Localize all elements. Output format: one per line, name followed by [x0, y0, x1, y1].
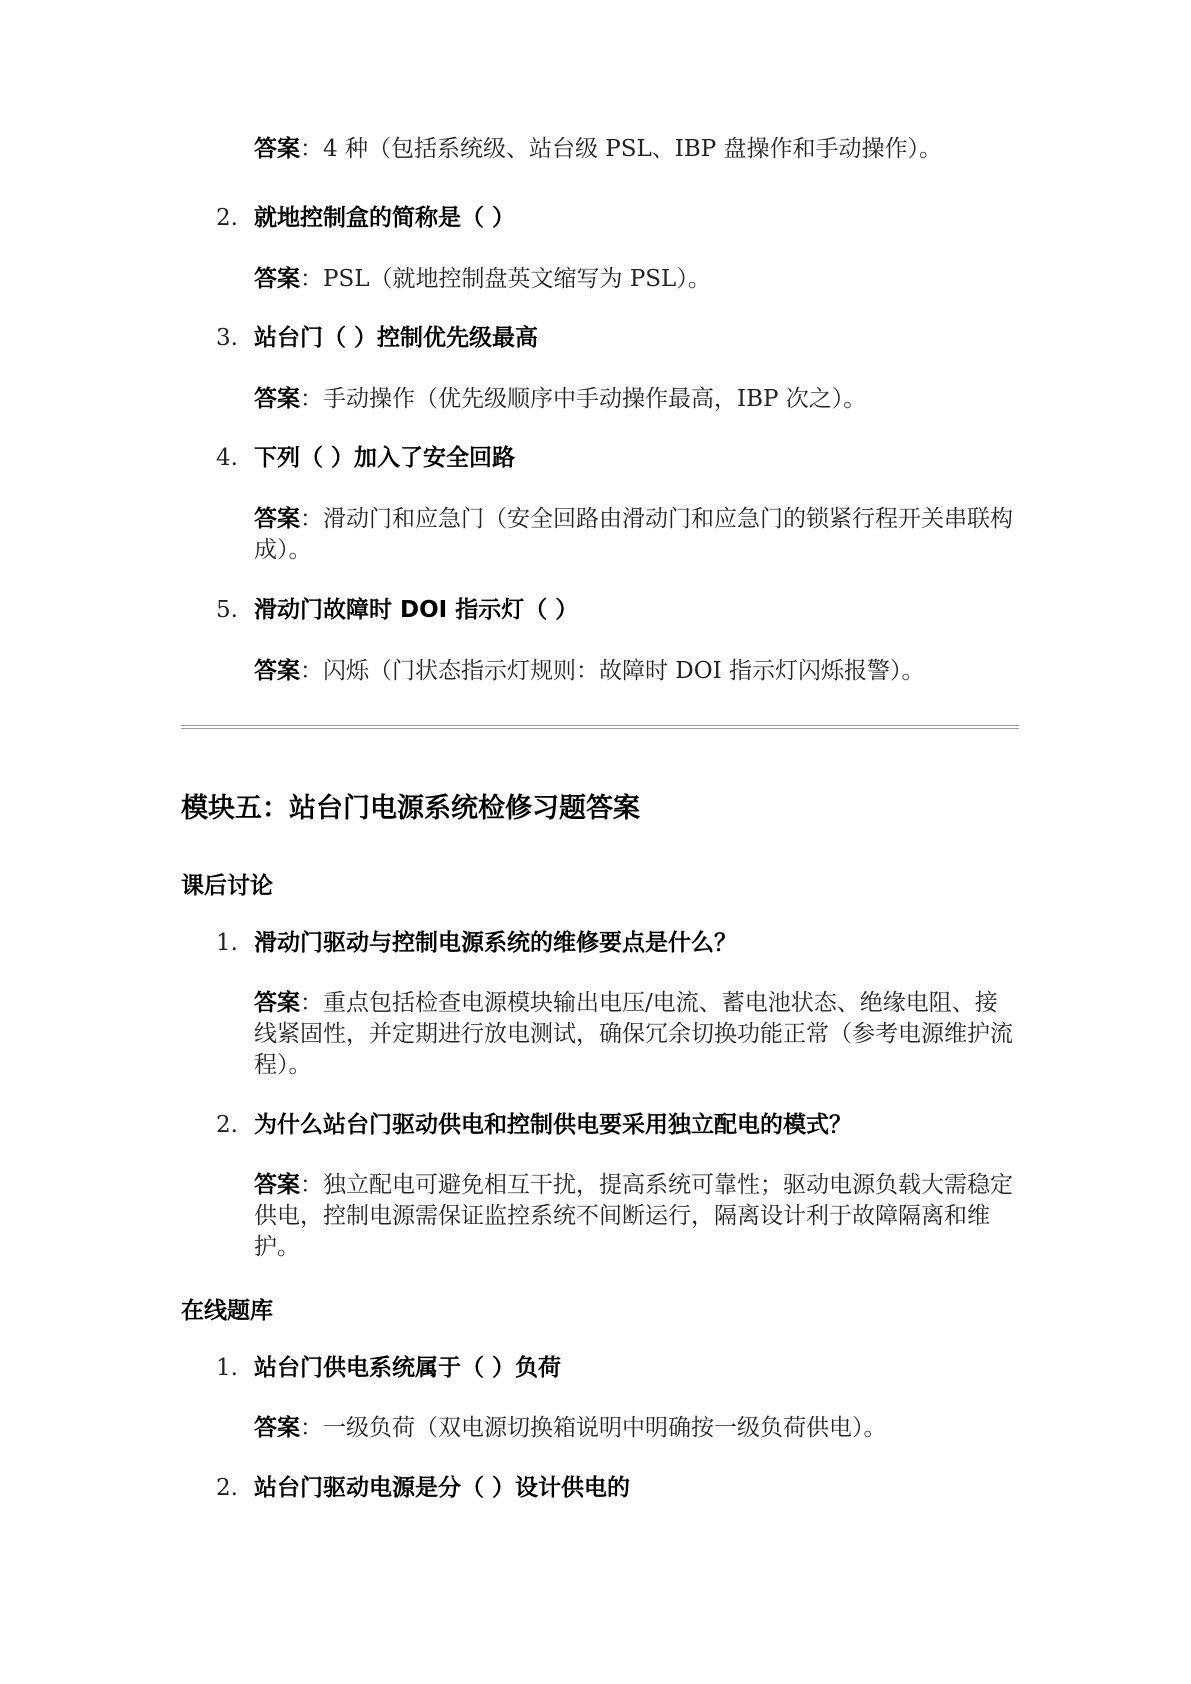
- discussion-heading: 课后讨论: [181, 873, 273, 899]
- answer-text: ：滑动门和应急门（安全回路由滑动门和应急门的锁紧行程开关串联构成）。: [254, 506, 1013, 563]
- question-text: 站台门驱动电源是分（ ）设计供电的: [254, 1475, 631, 1501]
- question-5: [216, 595, 1016, 625]
- answer-label: 答案: [254, 266, 300, 292]
- answer-label: 答案: [254, 1172, 300, 1198]
- bank-heading: 在线题库: [181, 1298, 273, 1324]
- bank-answer-1: [254, 1413, 1014, 1444]
- answer-label: 答案: [254, 990, 300, 1016]
- answer-label: 答案: [254, 136, 300, 162]
- question-number: 2.: [216, 205, 238, 231]
- answer-1: [254, 134, 1014, 165]
- question-number: 2.: [216, 1475, 238, 1501]
- bank-question-2: [216, 1473, 1016, 1503]
- question-number: 2.: [216, 1112, 238, 1138]
- answer-text: ：重点包括检查电源模块输出电压/电流、蓄电池状态、绝缘电阻、接线紧固性，并定期进行放电测试，确保冗余切换功能正常（参考电源维护流程）。: [254, 990, 1013, 1078]
- discussion-answer-1: [254, 988, 1014, 1081]
- discussion-question-2: [216, 1110, 1016, 1140]
- question-3: [216, 323, 1016, 353]
- bank-question-1: [216, 1353, 1016, 1383]
- question-number: 1.: [216, 1355, 238, 1381]
- answer-5: [254, 656, 1014, 687]
- question-text: 下列（ ）加入了安全回路: [254, 445, 516, 471]
- answer-text: ：4 种（包括系统级、站台级 PSL、IBP 盘操作和手动操作）。: [300, 136, 943, 162]
- answer-label: 答案: [254, 506, 300, 532]
- horizontal-rule: [181, 725, 1019, 729]
- answer-2: [254, 264, 1014, 295]
- answer-label: 答案: [254, 386, 300, 412]
- question-text: 站台门（ ）控制优先级最高: [254, 325, 539, 351]
- answer-text: ：一级负荷（双电源切换箱说明中明确按一级负荷供电）。: [300, 1415, 887, 1441]
- question-4: [216, 443, 1016, 473]
- question-text: 滑动门驱动与控制电源系统的维修要点是什么？: [254, 930, 737, 956]
- answer-text: ：手动操作（优先级顺序中手动操作最高，IBP 次之）。: [300, 386, 867, 412]
- module-heading: 模块五：站台门电源系统检修习题答案: [181, 793, 640, 824]
- answer-label: 答案: [254, 658, 300, 684]
- question-number: 1.: [216, 930, 238, 956]
- question-number: 4.: [216, 445, 238, 471]
- answer-label: 答案: [254, 1415, 300, 1441]
- question-2: [216, 203, 1016, 233]
- question-text: 站台门供电系统属于（ ）负荷: [254, 1355, 562, 1381]
- answer-text: ：PSL（就地控制盘英文缩写为 PSL）。: [300, 266, 711, 292]
- discussion-question-1: [216, 928, 1016, 958]
- question-number: 5.: [216, 597, 238, 623]
- question-text: 滑动门故障时 DOI 指示灯（ ）: [254, 597, 579, 623]
- question-text: 为什么站台门驱动供电和控制供电要采用独立配电的模式？: [254, 1112, 852, 1138]
- answer-text: ：独立配电可避免相互干扰，提高系统可靠性；驱动电源负载大需稳定供电，控制电源需保证监控系统不间断运行，隔离设计利于故障隔离和维护。: [254, 1172, 1013, 1260]
- answer-4: [254, 504, 1014, 566]
- discussion-answer-2: [254, 1170, 1014, 1263]
- question-number: 3.: [216, 325, 238, 351]
- answer-3: [254, 384, 1014, 415]
- answer-text: ：闪烁（门状态指示灯规则：故障时 DOI 指示灯闪烁报警）。: [300, 658, 925, 684]
- question-text: 就地控制盒的简称是（ ）: [254, 205, 516, 231]
